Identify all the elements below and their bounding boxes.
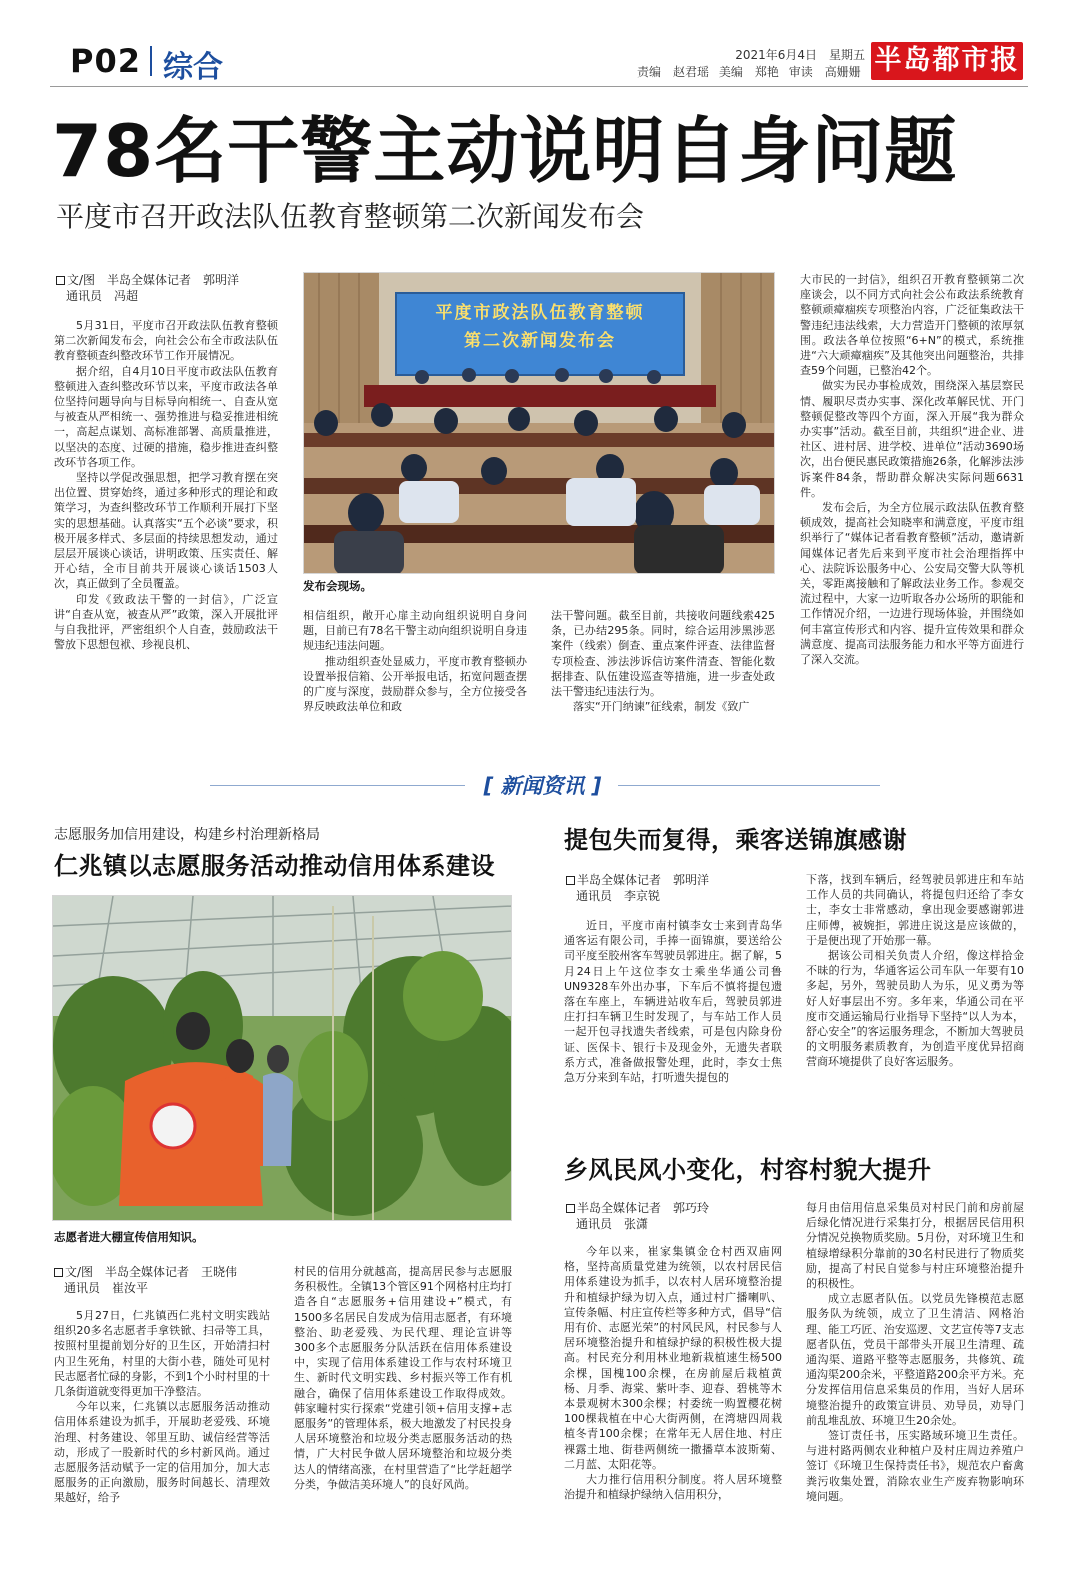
paragraph: 据该公司相关负责人介绍，像这样拾金不昧的行为，华通客运公司车队一年要有10多起，另外，驾驶员助人为乐，见义勇为等好人好事层出不穷。多年来，华通公司在平度市交通运输局行业指导下坚持“以人为本，舒心安全”的客运服务理念，不断加大驾驶员的文明服务素质教育，为创造平度优异招商营商环境提供了良好客运服务。 — [806, 949, 1024, 1069]
greenhouse-photo — [52, 895, 512, 1221]
photo-banner-line1: 平度市政法队伍教育整顿 — [435, 303, 645, 323]
photo-banner-line2: 第二次新闻发布会 — [464, 331, 616, 351]
volunteer-column-1 — [54, 1308, 270, 1544]
main-headline: 78名干警主动说明自身问题 — [52, 109, 958, 193]
editor-credit: 美编 郑艳 — [718, 65, 779, 79]
paragraph: 法干警问题。截至目前，共接收问题线索425条，已办结295条。同时，综合运用涉黑涉恶案件（线索）倒查、重点案件评查、法律监督专项检查、涉法涉诉信访案件清查、智能化数据排查、队伍建设巡查等措施，进一步查处政法干警违纪违法行为。 — [551, 609, 775, 699]
editor-credit: 责编 赵君瑶 — [637, 65, 710, 79]
paragraph: 5月31日，平度市召开政法队伍教育整顿第二次新闻发布会，向社会公布全市政法队伍教育整顿查纠整改环节工作开展情况。 — [54, 319, 278, 363]
lead-column-3 — [551, 608, 775, 734]
paragraph: 推动组织查处显威力，平度市教育整顿办设置举报信箱、公开举报电话，拓宽问题查摆的广度与深度，鼓励群众参与，全方位接受各界反映政法单位和政 — [303, 654, 527, 714]
section-divider — [150, 46, 152, 76]
press-photo-caption: 发布会现场。 — [303, 579, 372, 593]
volunteer-byline: 文/图 半岛全媒体记者 王晓伟 通讯员 崔汝平 — [54, 1264, 237, 1296]
bag-column-1 — [564, 918, 782, 1112]
bag-headline: 提包失而复得，乘客送锦旗感谢 — [564, 826, 907, 854]
paragraph: 下落，找到车辆后，经驾驶员郭进庄和车站工作人员的共同确认，将提包归还给了李女士，李女士非常感动，拿出现金要感谢郭进庄师傅，被婉拒，郭进庄说这是应该做的，于是便出现了开始那一幕。 — [806, 873, 1024, 947]
lead-column-4 — [800, 272, 1024, 734]
byline-box-icon — [566, 876, 575, 885]
paragraph: 今年以来，仁兆镇以志愿服务活动推动信用体系建设为抓手，开展助老爱残、环境治理、村务建设、邻里互助、诚信经营等活动，形成了一股新时代的乡村新风尚。通过志愿服务活动赋予一定的信用加分，加大志愿服务的正向激励，服务时间越长、清理效果越好，给予 — [54, 1400, 270, 1505]
paragraph: 据介绍，自4月10日平度市政法队伍教育整顿进入查纠整改环节以来，平度市政法各单位坚持问题导向与目标导向相统一、自查从宽与被查从严相统一、强势推进与稳妥推进相统一，高起点谋划、高标准部署、高质量推进，以坚决的态度、过硬的措施，稳步推进查纠整改环节各项工作。 — [54, 364, 278, 469]
bag-column-2 — [806, 872, 1024, 1112]
volunteer-kicker: 志愿服务加信用建设，构建乡村治理新格局 — [54, 827, 320, 843]
paragraph: 印发《致政法干警的一封信》，广泛宣讲“自查从宽，被查从严”政策，深入开展批评与自我批评，严密组织个人自查，鼓励政法干警放下思想包袱、珍视良机、 — [54, 592, 278, 652]
paragraph: 今年以来，崔家集镇金仓村西双庙网格，坚持高质量党建为统领，以农村居民信用体系建设为抓手，以农村人居环境整治提升和植绿护绿为切入点，通过村广播喇叭、宣传条幅、村庄宣传栏等多种方式，倡导“信用有价、志愿光荣”的村风民风，村民参与人居环境整治提升和植绿护绿的积极性极大提高。村民充分利用林业地新栽植速生杨500余棵，国槐100余棵，在房前屋后栽植黄杨、月季、海棠、紫叶李、迎春、碧桃等木本景观树木300余棵；村委统一购置樱花树100棵栽植在中心大街两侧，在湾塘四周栽植冬青100余棵；在常年无人居住地、村庄裸露土地、街巷两侧统一撒播草本波斯菊、二月蓝、太阳花等。 — [564, 1245, 782, 1471]
lead-byline: 文/图 半岛全媒体记者 郭明洋 通讯员 冯超 — [56, 272, 239, 304]
paragraph: 签订责任书，压实路域环境卫生责任。与进村路两侧农业种植户及村庄周边养殖户签订《环境卫生保持责任书》，规范农户畜禽粪污收集处置，消除农业生产废弃物影响环境问题。 — [806, 1429, 1024, 1503]
paragraph: 发布会后，为全方位展示政法队伍教育整顿成效，提高社会知晓率和满意度，平度市组织举行了“媒体记者看教育整顿”活动，邀请新闻媒体记者先后来到平度市社会治理指挥中心、法院诉讼服务中心、公安局交警大队等机关，零距离接触和了解政法业务工作。参观交流过程中，大家一边听取各办公场所的职能和工作情况介绍，一边进行现场体验，并围绕如何丰富宣传形式和内容、提升宣传效果和群众满意度、提高司法服务能力和水平等方面进行了深入交流。 — [800, 501, 1024, 667]
bag-byline: 半岛全媒体记者 郭明洋 通讯员 李京锐 — [566, 872, 709, 904]
village-column-1 — [564, 1244, 782, 1544]
lead-column-1 — [54, 318, 278, 732]
press-conference-photo — [303, 272, 775, 574]
newspaper-logo: 半岛都市报 — [871, 42, 1023, 80]
header-rule — [50, 86, 1028, 87]
paragraph: 坚持以学促改强思想，把学习教育摆在突出位置、贯穿始终，通过多种形式的理论和政策学习，为查纠整改环节工作顺利开展打下坚实的思想基础。认真落实“五个必谈”要求，积极开展多样式、多层面的持续思想发动，通过层层开展谈心谈话，讲明政策、压实责任、解开心结，全市目前共开展谈心谈话1503人次，真正做到了全员覆盖。 — [54, 471, 278, 591]
paragraph: 5月27日，仁兆镇西仁兆村文明实践站组织20多名志愿者手拿铁锨、扫帚等工具，按照村里提前划分好的卫生区，开始清扫村内卫生死角，村里的大街小巷，随处可见村民志愿者忙碌的身影，不到1个小时村里的十几条街道就变得更加干净整洁。 — [54, 1309, 270, 1399]
volunteer-headline: 仁兆镇以志愿服务活动推动信用体系建设 — [54, 852, 495, 880]
paragraph: 做实为民办事检成效，围绕深入基层察民情、履职尽责办实事、深化改革解民忧、开门整顿促整改等四个方面，深入开展“我为群众办实事”活动。截至目前，共组织“进企业、进社区、进村居、进学校、进单位”活动3690场次，出台便民惠民政策措施26条，化解涉法涉诉案件84条，帮助群众解决实际问题6631件。 — [800, 379, 1024, 499]
byline-box-icon — [566, 1204, 575, 1213]
village-column-2 — [806, 1200, 1024, 1544]
page-number: P02 — [70, 42, 141, 80]
paragraph: 近日，平度市南村镇李女士来到青岛华通客运有限公司，手捧一面锦旗，要送给公司平度至胶州客车驾驶员郭进庄。据了解，5月24日上午这位李女士乘坐华通公司鲁UN9328车外出办事，下车后不慎将提包遗落在车座上，车辆进站收车后，驾驶员郭进庄打扫车辆卫生时发现了，与车站工作人员一起开包寻找遗失者线索，可是包内除身份证、医保卡、银行卡及现金外，无遗失者联系方式，准备做报警处理，此时，李女士焦急万分来到车站，打听遗失提包的 — [564, 919, 782, 1085]
paragraph: 落实“开门纳谏”征线索，制发《致广 — [573, 700, 750, 714]
lead-column-2 — [303, 608, 527, 734]
main-subhead: 平度市召开政法队伍教育整顿第二次新闻发布会 — [56, 200, 645, 233]
issue-date: 2021年6月4日 星期五 — [735, 48, 865, 62]
section-name: 综合 — [163, 50, 223, 85]
village-headline: 乡风民风小变化，村容村貌大提升 — [564, 1156, 932, 1184]
paragraph: 成立志愿者队伍。以党员先锋模范志愿服务队为统领，成立了卫生清洁、网格治理、能工巧匠、治安巡逻、文艺宣传等7支志愿者队伍，党员干部带头开展卫生清理、疏通沟渠、道路平整等志愿服务，共修筑、疏通沟渠200余米，平整道路200余平方米。充分发挥信用信息采集员的作用，当好人居环境整治提升的政策宣讲员、劝导员，劝导门前乱堆乱放、环境卫生20余处。 — [806, 1292, 1024, 1427]
greenhouse-photo-caption: 志愿者进大棚宣传信用知识。 — [54, 1230, 204, 1244]
paragraph: 村民的信用分就越高，提高居民参与志愿服务积极性。全镇13个管区91个网格村庄均打造各自“志愿服务+信用建设+”模式，有1500多名居民自发成为信用志愿者，有环境整治、助老爱残、为民代理、理论宣讲等300多个志愿服务分队活跃在信用体系建设中，实现了信用体系建设工作与农村环境卫生、新时代文明实践、乡村振兴等工作有机融合，确保了信用体系建设工作取得成效。韩家疃村实行探索“党建引领+信用支撑+志愿服务”的管理体系，极大地激发了村民投身人居环境整治和垃圾分类志愿服务活动的热情，广大村民争做人居环境整治和垃圾分类达人的情绪高涨，在村里营造了“比学赶超学分类，争做洁美环境人”的良好风尚。 — [294, 1265, 512, 1491]
village-byline: 半岛全媒体记者 郭巧玲 通讯员 张潇 — [566, 1200, 709, 1232]
paragraph: 相信组织，敞开心扉主动向组织说明自身问题，目前已有78名干警主动向组织说明自身违规违纪违法问题。 — [303, 609, 527, 653]
band-rule-right — [618, 785, 880, 786]
byline-box-icon — [54, 1268, 63, 1277]
byline-box-icon — [56, 276, 65, 285]
paragraph: 每月由信用信息采集员对村民门前和房前屋后绿化情况进行采集打分，根据居民信用积分情况兑换物质奖励。5月份，对环境卫生和植绿增绿积分靠前的30名村民进行了物质奖励，提高了村民自觉参与村庄环境整治提升的积极性。 — [806, 1201, 1024, 1291]
band-rule-left — [210, 785, 465, 786]
editor-credits — [637, 63, 865, 80]
paragraph: 大市民的一封信》，组织召开教育整顿第二次座谈会，以不同方式向社会公布政法系统教育整顿顽瘴痼疾专项整治内容，广泛征集政法干警违纪违法线索，大力营造开门整顿的浓厚氛围。政法各单位按照“6+N”的模式，系统推进“六大顽瘴痼疾”及其他突出问题整治，共排查59个问题，已整治42个。 — [800, 273, 1024, 378]
paragraph: 大力推行信用积分制度。将人居环境整治提升和植绿护绿纳入信用积分， — [564, 1473, 782, 1502]
editor-credit: 审读 高姗姗 — [788, 65, 861, 79]
news-section-title: [ 新闻资讯 ] — [483, 774, 602, 798]
volunteer-column-2 — [294, 1264, 512, 1544]
